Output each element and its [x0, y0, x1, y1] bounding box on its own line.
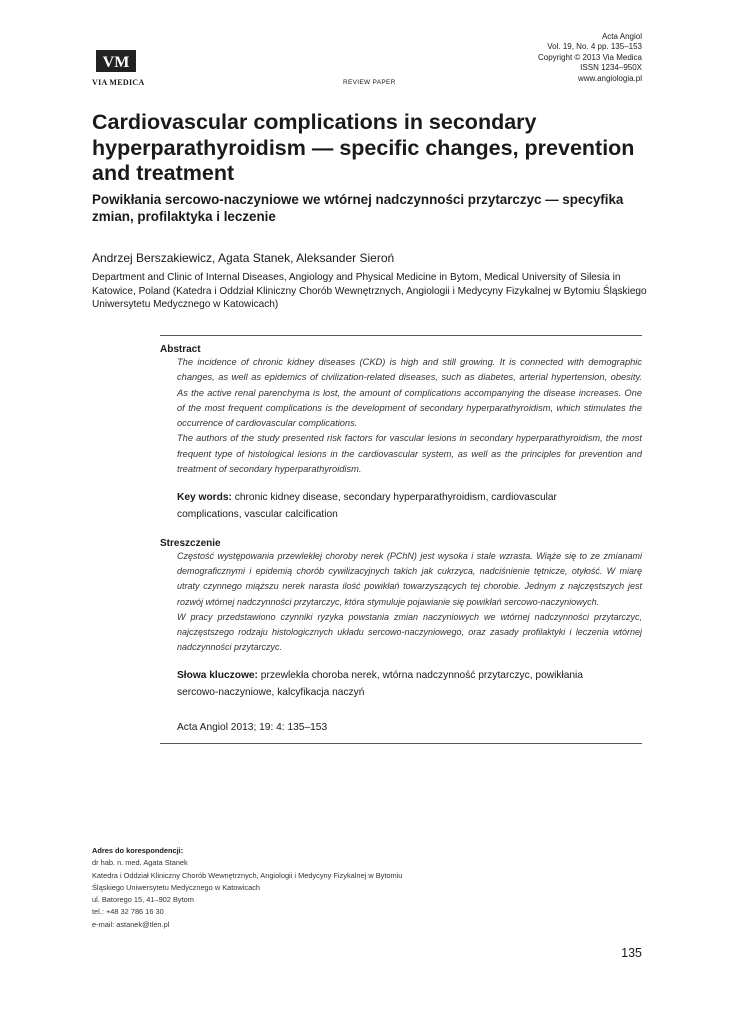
- logo-name: VIA MEDICA: [92, 78, 145, 87]
- correspondence-title: Adres do korespondencji:: [92, 846, 184, 855]
- divider-top: [160, 335, 642, 336]
- journal-name: Acta Angiol: [601, 32, 642, 41]
- keywords-label: Key words:: [177, 492, 232, 503]
- publisher-logo: [92, 50, 154, 87]
- volume-info: Vol. 19, No. 4 pp. 135–153: [547, 42, 642, 52]
- citation: Acta Angiol 2013; 19: 4: 135–153: [177, 722, 328, 733]
- authors: Andrzej Berszakiewicz, Agata Stanek, Aleksander Sieroń: [92, 251, 395, 265]
- correspondence-line: Śląskiego Uniwersytetu Medycznego w Katowicach: [92, 882, 261, 892]
- streszczenie-paragraph: W pracy przedstawiono czynniki ryzyka powstania zmian naczyniowych we wtórnej nadczynności przytarczyc, najczęstszego rodzaju histologicznych układu sercowo-naczyniowego, oraz zasady profilaktyki i leczenia wtórnej nadczynności przytarczyc.: [177, 611, 642, 653]
- page-number: 135: [621, 946, 642, 960]
- keywords-text-pl: przewlekła choroba nerek, wtórna nadczynność przytarczyc, powikłania sercowo-naczyniowe, kalcyfikacja naczyń: [177, 670, 583, 698]
- abstract-paragraph: The incidence of chronic kidney diseases (CKD) is high and still growing. It is connected with demographic changes, as well as epidemics of civilization-related diseases, such as diabetes, arterial hypertension, obesity. As the active renal parenchyma is lost, the amount of complications accompanying the disease increases. One of the most frequent complications is the development of secondary hyperparathyroidism, which stimulates the occurrence of cardiovascular complications.: [177, 357, 642, 429]
- streszczenie-section: [160, 538, 642, 655]
- keywords-label-pl: Słowa kluczowe:: [177, 670, 258, 681]
- journal-meta: [538, 32, 642, 84]
- divider-bottom: [160, 743, 642, 744]
- article-title-pl: Powikłania sercowo-naczyniowe we wtórnej nadczynności przytarczyc — specyfika zmian, profilaktyka i leczenie: [92, 192, 624, 224]
- streszczenie-body: [177, 549, 642, 655]
- via-medica-logo-icon: [96, 50, 136, 72]
- abstract-heading: Abstract: [160, 344, 201, 355]
- section-type: REVIEW PAPER: [343, 79, 396, 86]
- correspondence-line: tel.: +48 32 786 16 30: [92, 907, 164, 917]
- journal-website: www.angiologia.pl: [577, 73, 642, 83]
- abstract-body: [177, 355, 642, 477]
- correspondence-line: dr hab. n. med. Agata Stanek: [92, 858, 188, 868]
- streszczenie-heading: Streszczenie: [160, 538, 221, 549]
- logo-mark: VM: [102, 54, 130, 71]
- correspondence-email[interactable]: e-mail: astanek@tlen.pl: [92, 919, 170, 929]
- correspondence: [92, 845, 402, 931]
- correspondence-line: Katedra i Oddział Kliniczny Chorób Wewnętrznych, Angiologii i Medycyny Fizykalnej w Bytomiu: [92, 870, 403, 880]
- abstract-section: [160, 344, 642, 477]
- affiliation: Department and Clinic of Internal Diseases, Angiology and Physical Medicine in Bytom, Medical University of Silesia in Katowice, Poland (Katedra i Oddział Kliniczny Chorób Wewnętrznych, Angiologii i Medycyny Fizykalnej w Bytomiu Śląskiego Uniwersytetu Medycznego w Katowicach): [92, 272, 647, 311]
- keywords-en: [177, 490, 617, 523]
- article-title-en: Cardiovascular complications in secondary hyperparathyroidism — specific changes, prevention and treatment: [92, 110, 635, 185]
- correspondence-line: ul. Batorego 15, 41–902 Bytom: [92, 895, 194, 905]
- issn: ISSN 1234–950X: [580, 63, 642, 73]
- abstract-paragraph: The authors of the study presented risk factors for vascular lesions in secondary hyperparathyroidism, the most frequent type of histological lesions in the cardiovascular system, as well as the principles for prevention and treatment of secondary hyperparathyroidism.: [177, 433, 642, 475]
- keywords-text: chronic kidney disease, secondary hyperparathyroidism, cardiovascular complications, vascular calcification: [177, 492, 557, 520]
- keywords-pl: [177, 668, 617, 701]
- copyright: Copyright © 2013 Via Medica: [537, 52, 642, 62]
- streszczenie-paragraph: Częstość występowania przewlekłej choroby nerek (PChN) jest wysoka i stale wzrasta. Wiąże się to ze zmianami demograficznymi i epidemią chorób cywilizacyjnych takich jak cukrzyca, nadciśnienie tętnicze, otyłość. W miarę utraty czynnego miąższu nerek narasta ilość powikłań towarzyszących tej chorobie. Jednym z najczęstszych jest rozwój wtórnej nadczynności przytarczyc, która stymuluje pojawianie się powikłań sercowo-naczyniowych.: [177, 551, 642, 607]
